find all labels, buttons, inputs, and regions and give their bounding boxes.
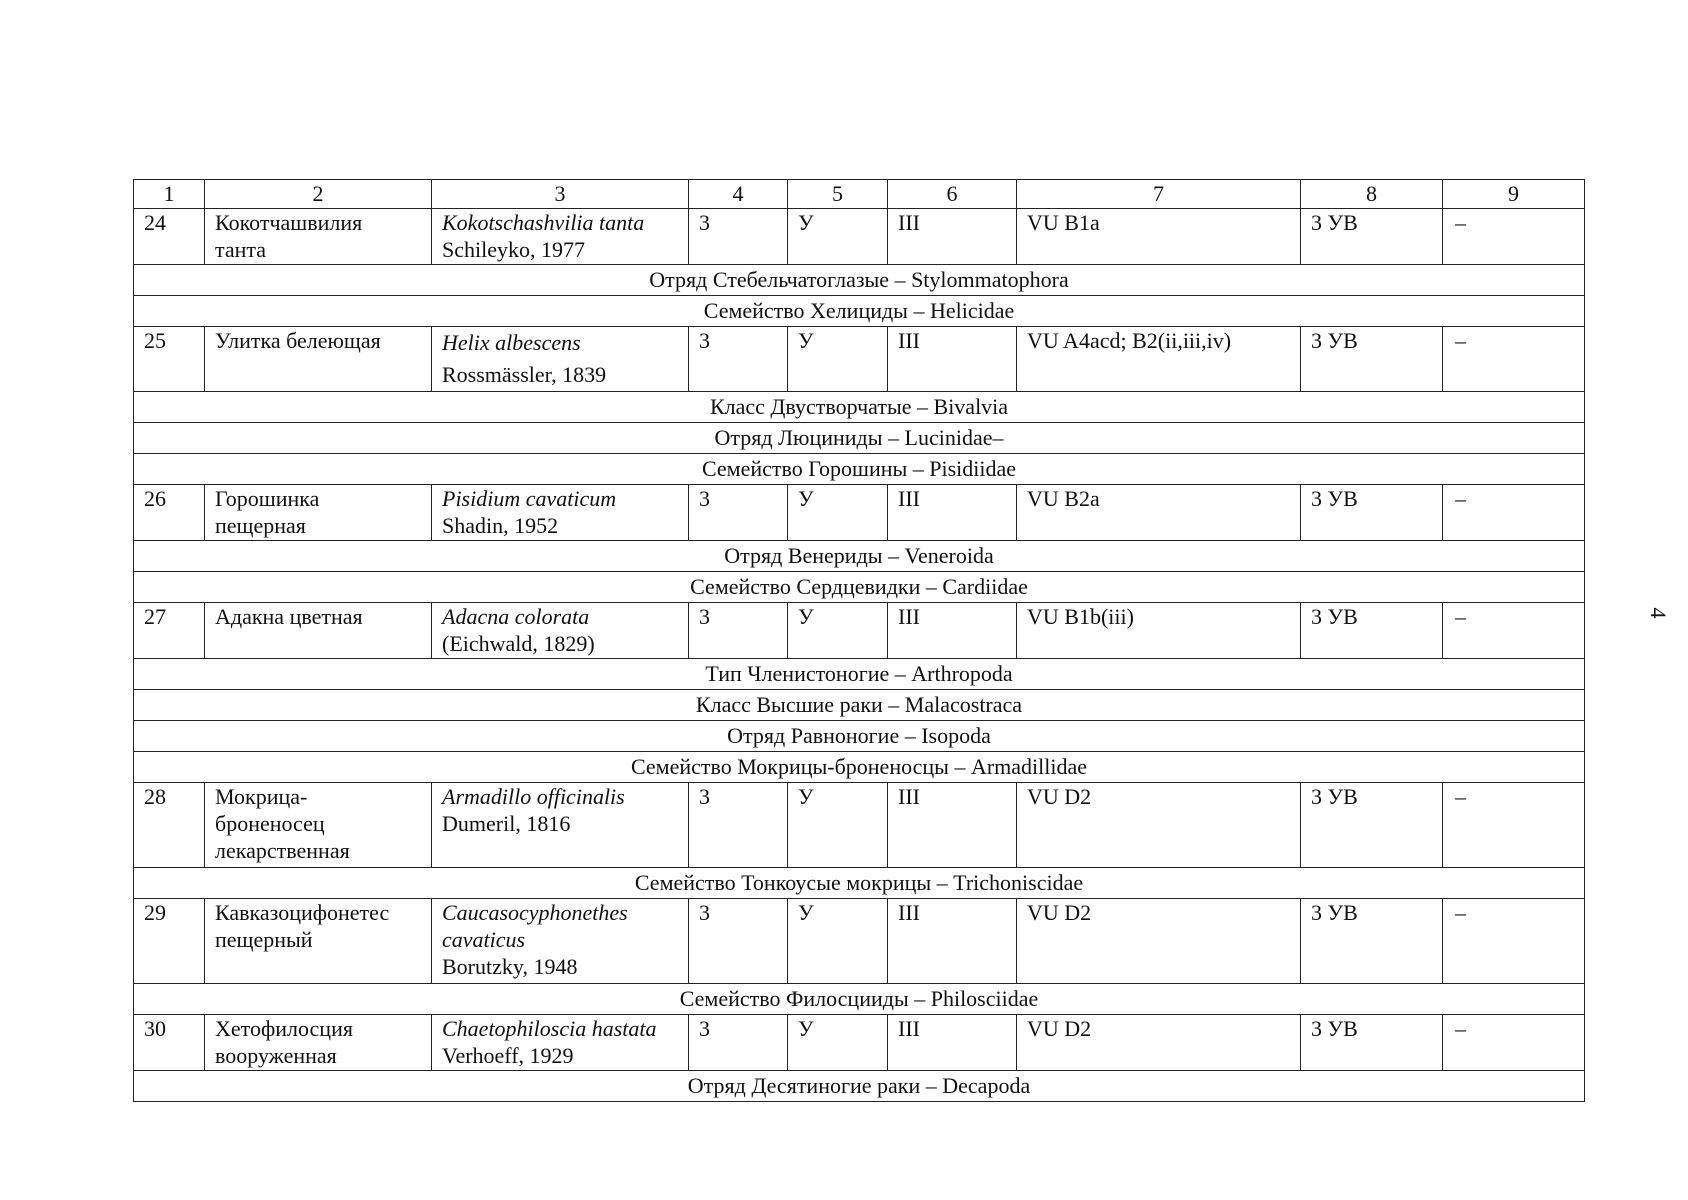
russian-name-line: Адакна цветная	[215, 604, 363, 629]
regional-status-cell: 3 УВ	[1301, 783, 1443, 868]
taxon-section-row	[134, 541, 1585, 572]
column-header: 6	[888, 180, 1017, 209]
author-citation: Borutzky, 1948	[442, 954, 578, 979]
category-cell: 3	[689, 327, 788, 392]
taxon-section-row	[134, 752, 1585, 783]
notes-cell: –	[1443, 1015, 1585, 1071]
taxon-section-row	[134, 296, 1585, 327]
iucn-criteria-cell: VU D2	[1017, 1015, 1301, 1071]
status-cell: У	[788, 783, 888, 868]
regional-status-cell: 3 УВ	[1301, 603, 1443, 659]
priority-cell: III	[888, 603, 1017, 659]
russian-name-cell	[205, 327, 432, 392]
column-header: 3	[432, 180, 689, 209]
section-label: Семейство Филосцииды – Philosciidae	[134, 984, 1585, 1015]
latin-name-cell	[432, 899, 689, 984]
column-header: 4	[689, 180, 788, 209]
russian-name-cell	[205, 899, 432, 984]
section-label: Отряд Десятиногие раки – Decapoda	[134, 1071, 1585, 1102]
section-label: Семейство Горошины – Pisidiidae	[134, 454, 1585, 485]
table-row	[134, 1015, 1585, 1071]
category-cell: 3	[689, 783, 788, 868]
taxon-section-row	[134, 423, 1585, 454]
latin-name: Helix albescens	[442, 330, 581, 355]
column-header: 9	[1443, 180, 1585, 209]
section-label: Семейство Тонкоусые мокрицы – Trichoniscidae	[134, 868, 1585, 899]
table-row	[134, 899, 1585, 984]
latin-name: Pisidium cavaticum	[442, 486, 617, 511]
priority-cell: III	[888, 1015, 1017, 1071]
notes-cell: –	[1443, 603, 1585, 659]
category-cell: 3	[689, 603, 788, 659]
iucn-criteria-cell: VU D2	[1017, 783, 1301, 868]
iucn-criteria-cell: VU D2	[1017, 899, 1301, 984]
latin-name-cell	[432, 603, 689, 659]
status-cell: У	[788, 209, 888, 265]
section-label: Семейство Мокрицы-броненосцы – Armadillidae	[134, 752, 1585, 783]
latin-name-cell	[432, 209, 689, 265]
russian-name-cell	[205, 783, 432, 868]
russian-name-line: вооруженная	[215, 1043, 337, 1068]
row-number: 26	[134, 485, 205, 541]
russian-name-cell	[205, 603, 432, 659]
russian-name-line: Мокрица-	[215, 784, 308, 809]
table-row	[134, 209, 1585, 265]
column-header: 2	[205, 180, 432, 209]
priority-cell: III	[888, 899, 1017, 984]
category-cell: 3	[689, 209, 788, 265]
taxon-section-row	[134, 265, 1585, 296]
russian-name-line: пещерный	[215, 927, 313, 952]
taxon-section-row	[134, 454, 1585, 485]
latin-name: Chaetophiloscia hastata	[442, 1016, 657, 1041]
latin-name-cell	[432, 783, 689, 868]
page-number: 4	[1646, 607, 1671, 619]
taxon-section-row	[134, 721, 1585, 752]
taxon-section-row	[134, 659, 1585, 690]
latin-name-cell	[432, 1015, 689, 1071]
russian-name-line: Горошинка	[215, 486, 320, 511]
category-cell: 3	[689, 899, 788, 984]
taxon-section-row	[134, 868, 1585, 899]
species-table	[133, 179, 1585, 1102]
taxon-section-row	[134, 984, 1585, 1015]
column-header: 1	[134, 180, 205, 209]
russian-name-line: броненосец	[215, 811, 325, 836]
priority-cell: III	[888, 327, 1017, 392]
taxon-section-row	[134, 392, 1585, 423]
author-citation: Dumeril, 1816	[442, 811, 571, 836]
russian-name-line: танта	[215, 237, 267, 262]
latin-name: Adacna colorata	[442, 604, 590, 629]
latin-name-cell	[432, 485, 689, 541]
regional-status-cell: 3 УВ	[1301, 327, 1443, 392]
status-cell: У	[788, 603, 888, 659]
priority-cell: III	[888, 485, 1017, 541]
iucn-criteria-cell: VU B1b(iii)	[1017, 603, 1301, 659]
regional-status-cell: 3 УВ	[1301, 1015, 1443, 1071]
table-header-row	[134, 180, 1585, 209]
section-label: Отряд Люциниды – Lucinidae–	[134, 423, 1585, 454]
table-row	[134, 327, 1585, 392]
row-number: 29	[134, 899, 205, 984]
table-row	[134, 783, 1585, 868]
column-header: 5	[788, 180, 888, 209]
column-header: 8	[1301, 180, 1443, 209]
row-number: 24	[134, 209, 205, 265]
column-header: 7	[1017, 180, 1301, 209]
russian-name-line: Хетофилосция	[215, 1016, 353, 1041]
regional-status-cell: 3 УВ	[1301, 209, 1443, 265]
taxon-section-row	[134, 572, 1585, 603]
section-label: Отряд Стебельчатоглазые – Stylommatophora	[134, 265, 1585, 296]
author-citation: Schileyko, 1977	[442, 237, 585, 262]
section-label: Класс Двустворчатые – Bivalvia	[134, 392, 1585, 423]
status-cell: У	[788, 899, 888, 984]
row-number: 27	[134, 603, 205, 659]
priority-cell: III	[888, 783, 1017, 868]
latin-name: Kokotschashvilia tanta	[442, 210, 645, 235]
russian-name-cell	[205, 209, 432, 265]
latin-name-cell	[432, 327, 689, 392]
iucn-criteria-cell: VU B1a	[1017, 209, 1301, 265]
iucn-criteria-cell: VU B2a	[1017, 485, 1301, 541]
notes-cell: –	[1443, 209, 1585, 265]
section-label: Семейство Хелициды – Helicidae	[134, 296, 1585, 327]
status-cell: У	[788, 327, 888, 392]
row-number: 28	[134, 783, 205, 868]
russian-name-line: Кавказоцифонетес	[215, 900, 390, 925]
table-row	[134, 485, 1585, 541]
iucn-criteria-cell: VU A4acd; B2(ii,iii,iv)	[1017, 327, 1301, 392]
status-cell: У	[788, 1015, 888, 1071]
taxon-section-row	[134, 1071, 1585, 1102]
regional-status-cell: 3 УВ	[1301, 485, 1443, 541]
notes-cell: –	[1443, 783, 1585, 868]
author-citation: Rossmässler, 1839	[442, 362, 607, 387]
notes-cell: –	[1443, 327, 1585, 392]
section-label: Класс Высшие раки – Malacostraca	[134, 690, 1585, 721]
notes-cell: –	[1443, 899, 1585, 984]
table-row	[134, 603, 1585, 659]
russian-name-line: Кокотчашвилия	[215, 210, 363, 235]
row-number: 30	[134, 1015, 205, 1071]
author-citation: Shadin, 1952	[442, 513, 559, 538]
russian-name-cell	[205, 1015, 432, 1071]
author-citation: (Eichwald, 1829)	[442, 631, 595, 656]
row-number: 25	[134, 327, 205, 392]
author-citation: Verhoeff, 1929	[442, 1043, 574, 1068]
taxon-section-row	[134, 690, 1585, 721]
category-cell: 3	[689, 485, 788, 541]
status-cell: У	[788, 485, 888, 541]
latin-name: Armadillo officinalis	[442, 784, 625, 809]
section-label: Тип Членистоногие – Arthropoda	[134, 659, 1585, 690]
russian-name-line: Улитка белеющая	[215, 328, 381, 353]
section-label: Семейство Сердцевидки – Cardiidae	[134, 572, 1585, 603]
russian-name-line: лекарственная	[215, 838, 350, 863]
section-label: Отряд Венериды – Veneroida	[134, 541, 1585, 572]
russian-name-line: пещерная	[215, 513, 306, 538]
notes-cell: –	[1443, 485, 1585, 541]
priority-cell: III	[888, 209, 1017, 265]
russian-name-cell	[205, 485, 432, 541]
regional-status-cell: 3 УВ	[1301, 899, 1443, 984]
category-cell: 3	[689, 1015, 788, 1071]
section-label: Отряд Равноногие – Isopoda	[134, 721, 1585, 752]
latin-name: Caucasocyphonethes cavaticus	[442, 900, 628, 952]
